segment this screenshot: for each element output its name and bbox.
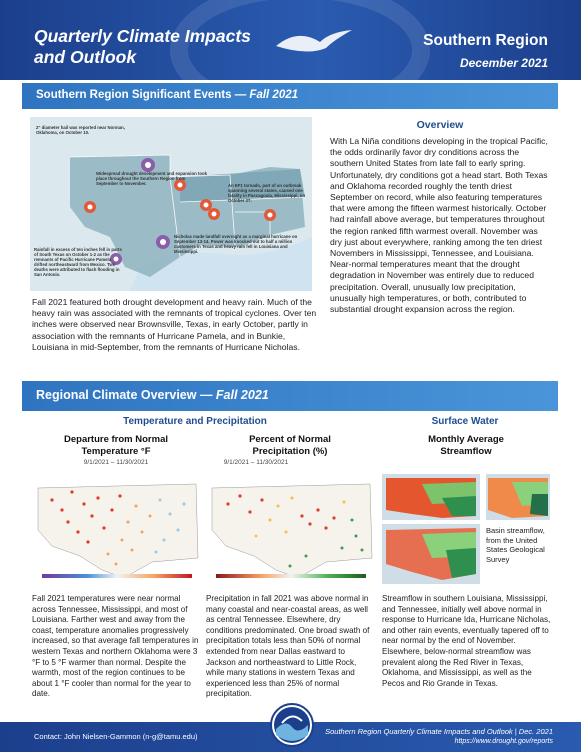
reports-link[interactable]: https://www.drought.gov/reports (454, 738, 553, 745)
significant-events-label: Southern Region Significant Events — (36, 89, 250, 101)
streamflow-map (382, 474, 550, 586)
streamflow-title-line-1: Monthly Average (428, 434, 504, 445)
hail-caption: 2" diameter hail was reported near Norman, Oklahoma, on October 10. (36, 125, 125, 135)
regional-overview-season: Fall 2021 (215, 388, 269, 402)
regional-overview-heading (36, 388, 269, 402)
contact-info: Contact: John Nielsen-Gammon (n-g@tamu.edu) (34, 732, 198, 741)
region-name: Southern Region (423, 32, 548, 49)
page-header (0, 0, 581, 80)
temperature-title-line-2: Temperature °F (81, 446, 151, 457)
significant-events-heading (36, 89, 298, 101)
temperature-title-line-1: Departure from Normal (64, 434, 168, 445)
issue-date: December 2021 (459, 56, 548, 70)
overview-title: Overview (416, 119, 464, 131)
publication-info: Southern Region Quarterly Climate Impacts and Outlook | Dec. 2021 (325, 727, 553, 736)
temperature-date-range: 9/1/2021 – 11/30/2021 (83, 459, 149, 466)
drought-caption: Widespread drought development and expansion took place throughout the Southern Region from September to November. (96, 171, 207, 186)
significant-events-map (30, 117, 312, 291)
drought-marker-icon-4 (208, 208, 220, 220)
overview-text: With La Niña conditions developing in the tropical Pacific, the odds ordinarily favor dry conditions across the southern United States from late fall to early spring. Unfortunately, dry conditions got a head start. Both Texas and Oklahoma recorded roughly the tenth driest September on record, while also featuring temperatures that were among the fifteen warmest historically. October had rainfall above average, but temperatures throughout the region ranked fifth warmest overall. November was dry just about everywhere, ranking among the ten driest Novembers in Mississippi, Tennessee, and Louisiana. Near-normal temperatures meant that the drought degradation in November was entirely due to reduced precipitation. Overall, unusually low precipitation, unusually high temperatures, or both, contributed to substantial drought expansion across the region. (330, 136, 548, 315)
precipitation-map-title (206, 434, 374, 458)
precipitation-date-range: 9/1/2021 – 11/30/2021 (223, 459, 289, 466)
regional-overview-label: Regional Climate Overview — (36, 388, 216, 402)
flood-caption: Rainfall in excess of ten inches fell in parts of South Texas on October 1-2 as the remnants of Pacific Hurricane Pamela drifted northeastward from Mexico. Two deaths were attributed to flash flooding in San Antonio. (34, 247, 122, 277)
hail-marker-icon (141, 158, 155, 172)
streamflow-title-line-2: Streamflow (440, 446, 492, 457)
temperature-map-title (32, 434, 200, 458)
streamflow-map-caption: Basin streamflow, from the United States Geological Survey (486, 526, 545, 564)
regional-overview-banner (22, 381, 558, 411)
title-line-2: and Outlook (34, 47, 137, 67)
precipitation-percent-map (206, 470, 376, 586)
tornado-marker-icon (264, 209, 276, 221)
temp-precip-heading: Temperature and Precipitation (123, 416, 267, 427)
precipitation-text: Precipitation in fall 2021 was above normal in many coastal and near-coastal areas, as well as central Tennessee. Elsewhere, dry conditions predominated. One broad swath of precipitation totals less than 50% of normal extended from near Dallas eastward to Jackson and northeastward to Little Rock, while many stations in western Texas and experienced less than 25% of normal precipitation. (206, 594, 370, 699)
temperature-text: Fall 2021 temperatures were near normal across Tennessee, Mississippi, and most of Louisiana. Farther west and away from the coast, temperature anomalies progressively increased, so that average fall temperatures in western Texas and northern Oklahoma were 3 °F to 5 °F warmer than normal. Despite the warmth, most of the region continues to be about 1 °F cooler than normal for the year to date. (32, 594, 199, 699)
streamflow-text: Streamflow in southern Louisiana, Mississippi, and Tennessee, initially well above normal in response to Hurricane Ida, Hurricane Nicholas, and other rain events, eventually tapered off to near normal by the end of November. Elsewhere, below-normal streamflow was prevalent along the Red River in Texas, Oklahoma, and Mississippi, as well as the Pecos and Rio Grande in Texas. (382, 594, 551, 688)
bird-logo-icon (268, 22, 358, 62)
temperature-departure-map (32, 470, 202, 586)
publication-title (34, 26, 251, 68)
noaa-logo-icon (270, 703, 314, 747)
precipitation-title-line-2: Precipitation (%) (252, 446, 328, 457)
tornado-caption: An EF1 tornado, part of an outbreak spanning several states, caused one fatality in Pascagoula, Mississippi, on October 27. (228, 183, 306, 203)
title-line-1: Quarterly Climate Impacts (34, 26, 251, 46)
precipitation-title-line-1: Percent of Normal (249, 434, 331, 445)
drought-marker-icon-1 (84, 201, 96, 213)
significant-events-season: Fall 2021 (249, 89, 299, 101)
surface-water-heading: Surface Water (431, 416, 499, 427)
hurricane-marker-icon (156, 235, 170, 249)
events-summary-text: Fall 2021 featured both drought development and heavy rain. Much of the heavy rain was associated with the remnants of tropical cyclones. Over ten inches were observed near Brownsville, Texas, in early October, partly in association with the remnants of Hurricane Pamela, and in Bunkie, Louisiana in mid-September, from the remnants of Hurricane Nicholas. (32, 297, 317, 352)
drought-marker-icon-3 (200, 199, 212, 211)
hurricane-caption: Nicholas made landfall overnight as a marginal hurricane on September 13-14. Power was knocked out to half a million customers in Texas and heavy rain fell in Louisiana and Mississippi. (174, 234, 298, 254)
significant-events-banner (22, 83, 558, 109)
streamflow-title (382, 434, 550, 458)
